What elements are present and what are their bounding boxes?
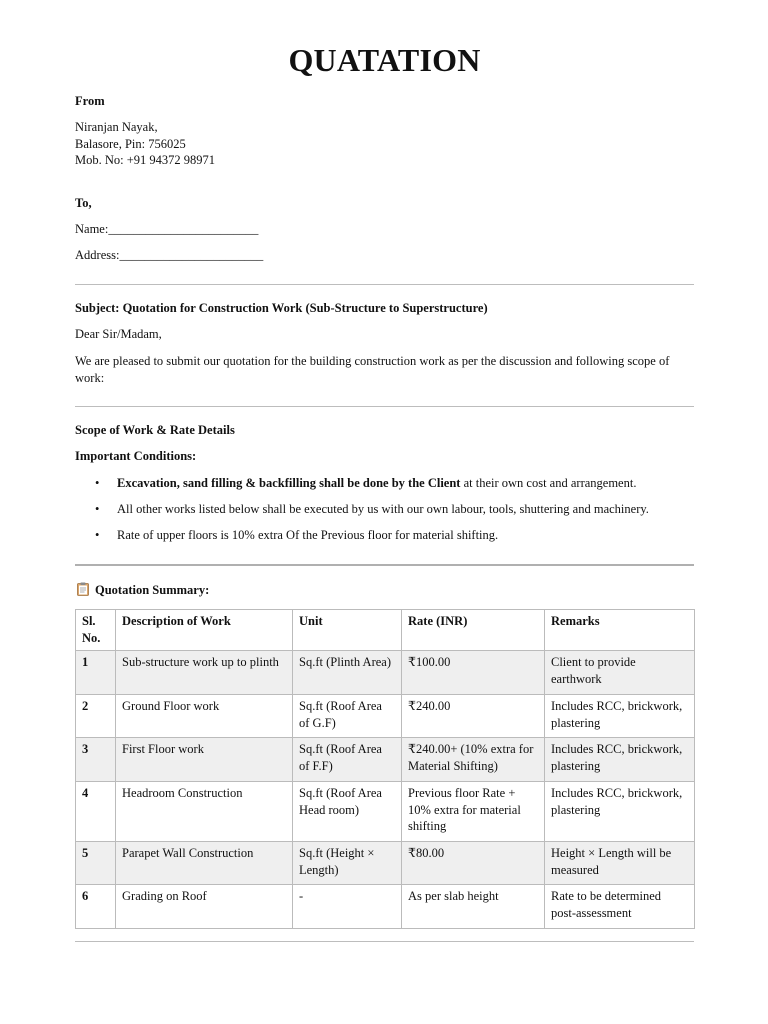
cell-rate: ₹240.00+ (10% extra for Material Shifting) [402,738,545,782]
cell-sl-no: 5 [76,842,116,885]
clipboard-icon [77,582,89,596]
name-field-label: Name:________________________ [75,222,259,236]
column-header: Unit [293,610,402,651]
cell-description: Sub-structure work up to plinth [116,651,293,695]
divider [75,406,694,407]
table-row [76,651,695,695]
from-heading: From [75,94,105,108]
from-line: Mob. No: +91 94372 98971 [75,153,216,167]
to-heading: To, [75,196,92,210]
cell-unit: Sq.ft (Roof Area of F.F) [293,738,402,782]
table-row [76,738,695,782]
column-header: Sl. No. [76,610,116,651]
address-field-label: Address:_______________________ [75,248,264,262]
quotation-summary-table [75,609,695,929]
cell-remarks: Includes RCC, brickwork, plastering [545,782,695,842]
cell-unit: - [293,885,402,929]
condition-item [75,501,694,527]
cell-unit: Sq.ft (Plinth Area) [293,651,402,695]
divider [75,941,694,942]
condition-text: at their own cost and arrangement. [460,476,637,490]
condition-text: All other works listed below shall be executed by us with our own labour, tools, shuttering and machinery. [117,502,649,516]
divider [75,284,694,285]
from-address [75,119,215,169]
divider [75,564,694,566]
salutation: Dear Sir/Madam, [75,327,162,341]
cell-description: Parapet Wall Construction [116,842,293,885]
table-row [76,885,695,929]
subject-line: Subject: Quotation for Construction Work (Sub-Structure to Superstructure) [75,301,488,315]
scope-heading: Scope of Work & Rate Details [75,423,235,437]
table-header-row [76,610,695,651]
cell-remarks: Height × Length will be measured [545,842,695,885]
condition-item [75,527,694,553]
cell-remarks: Rate to be determined post-assessment [545,885,695,929]
cell-remarks: Client to provide earthwork [545,651,695,695]
cell-sl-no: 4 [76,782,116,842]
cell-description: First Floor work [116,738,293,782]
cell-sl-no: 1 [76,651,116,695]
cell-sl-no: 2 [76,695,116,738]
cell-remarks: Includes RCC, brickwork, plastering [545,695,695,738]
cell-sl-no: 3 [76,738,116,782]
condition-emphasis: Excavation, sand filling & backfilling shall be done by the Client [117,476,461,490]
summary-heading-row [77,582,209,599]
column-header: Description of Work [116,610,293,651]
cell-description: Grading on Roof [116,885,293,929]
cell-rate: ₹240.00 [402,695,545,738]
column-header: Rate (INR) [402,610,545,651]
summary-heading: Quotation Summary: [95,583,210,597]
cell-description: Ground Floor work [116,695,293,738]
table-row [76,695,695,738]
cell-remarks: Includes RCC, brickwork, plastering [545,738,695,782]
table-row [76,782,695,842]
cell-unit: Sq.ft (Height × Length) [293,842,402,885]
condition-text: Rate of upper floors is 10% extra Of the Previous floor for material shifting. [117,528,499,542]
cell-rate: ₹100.00 [402,651,545,695]
cell-rate: As per slab height [402,885,545,929]
table-row [76,842,695,885]
intro-paragraph: We are pleased to submit our quotation for the building construction work as per the discussion and following scope of work: [75,354,670,385]
cell-sl-no: 6 [76,885,116,929]
cell-description: Headroom Construction [116,782,293,842]
document-title: QUATATION [288,42,481,78]
cell-rate: Previous floor Rate + 10% extra for material shifting [402,782,545,842]
conditions-list [75,475,694,553]
from-line: Niranjan Nayak, [75,120,158,134]
from-line: Balasore, Pin: 756025 [75,136,186,151]
cell-unit: Sq.ft (Roof Area Head room) [293,782,402,842]
cell-unit: Sq.ft (Roof Area of G.F) [293,695,402,738]
conditions-heading: Important Conditions: [75,449,197,463]
condition-item [75,475,694,501]
column-header: Remarks [545,610,695,651]
cell-rate: ₹80.00 [402,842,545,885]
